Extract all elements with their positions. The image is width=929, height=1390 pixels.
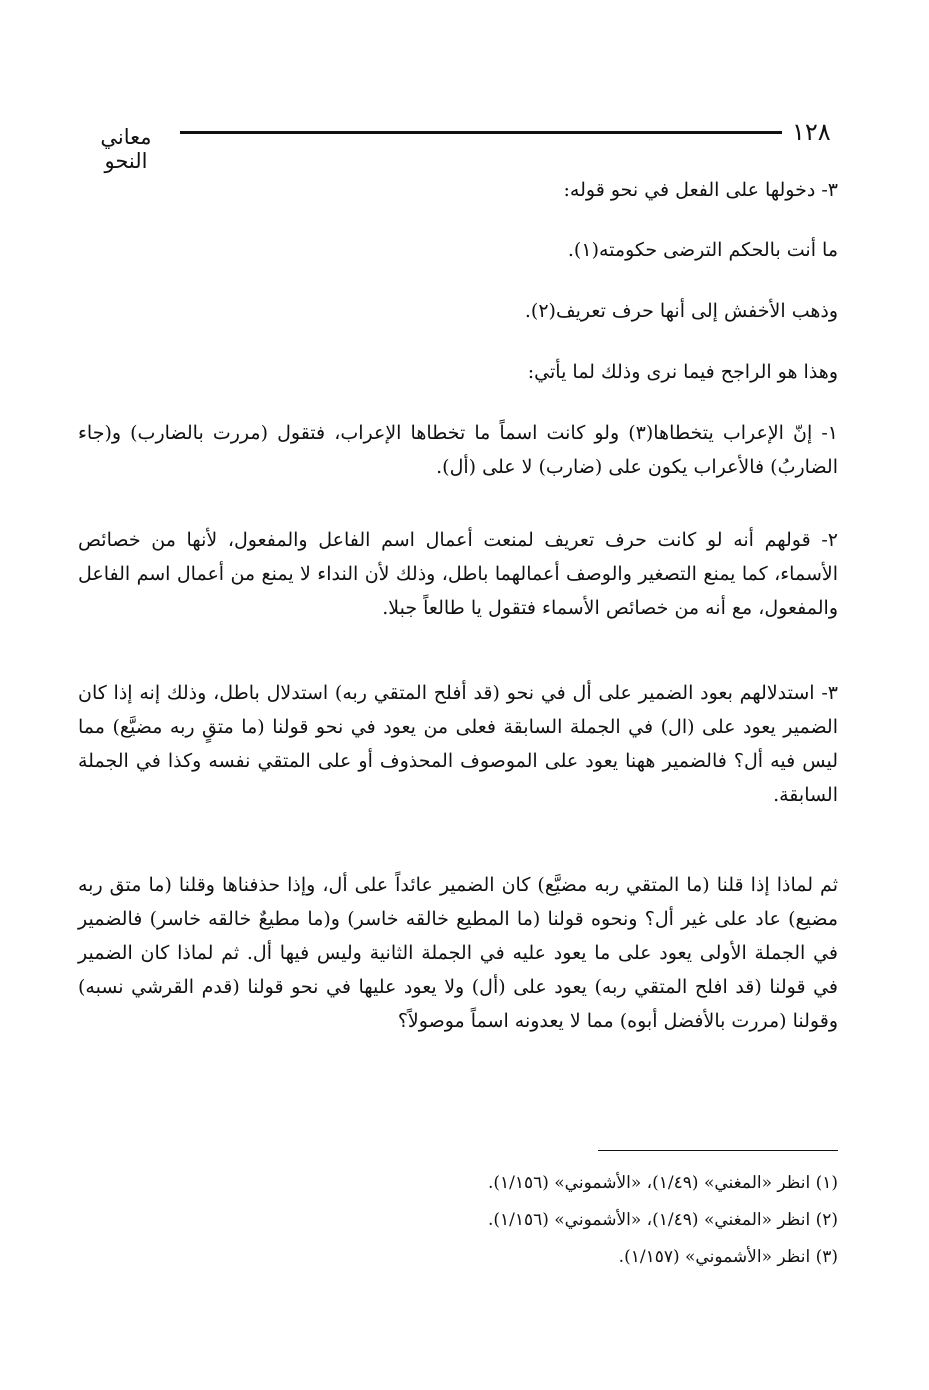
running-head-title: معاني النحو [100,125,152,173]
footnote-1: (١) انظر «المغني» (١/٤٩)، «الأشموني» (١/١٥٦). [487,1173,838,1193]
footnote-2: (٢) انظر «المغني» (١/٤٩)، «الأشموني» (١/١٥٦). [487,1210,838,1230]
paragraph-8: ثم لماذا إذا قلنا (ما المتقي ربه مضيَّع) كان الضمير عائداً على أل، وإذا حذفناها وقلنا (ما متق ربه مضيع) عاد على غير أل؟ ونحوه قولنا (ما المطيع خالقه خاسر) و(ما مطيعٌ خالقه خاسر) فالضمير في الجملة الأولى يعود على ما يعود عليه في الجملة الثانية وليس فيها أل. ثم لماذا كان الضمير في قولنا (قد افلح المتقي ربه) يعود على (أل) ولا يعود عليها في نحو قولنا (قدم القرشي نسبه) وقولنا (مررت بالأفضل أبوه) مما لا يعدونه اسماً موصولاً؟ [78,874,838,1032]
paragraph-7: ٣- استدلالهم بعود الضمير على أل في نحو (قد أفلح المتقي ربه) استدلال باطل، وذلك إنه إذا كان الضمير يعود على (ال) في الجملة السابقة فعلى من يعود في نحو قولنا (ما متقٍ ربه مضيَّع) مما ليس فيه أل؟ فالضمير ههنا يعود على الموصوف المحذوف أو على المتقي نفسه وكذا في الجملة السابقة. [78,682,838,806]
paragraph-3: وذهب الأخفش إلى أنها حرف تعريف(٢). [524,300,838,322]
paragraph-1: ٣- دخولها على الفعل في نحو قوله: [563,179,838,201]
page-number: ١٢٨ [792,118,831,146]
footnote-3: (٣) انظر «الأشموني» (١/١٥٧). [618,1247,838,1267]
paragraph-6: ٢- قولهم أنه لو كانت حرف تعريف لمنعت أعمال اسم الفاعل والمفعول، لأنها من خصائص الأسماء، كما يمنع التصغير والوصف أعمالهما باطل، وذلك لأن النداء لا يمنع من أعمال اسم الفاعل والمفعول، مع أنه من خصائص الأسماء فتقول يا طالعاً جبلا. [78,529,838,619]
paragraph-5: ١- إنّ الإعراب يتخطاها(٣) ولو كانت اسماً ما تخطاها الإعراب، فتقول (مررت بالضارب) و(جاء الضاربُ) فالأعراب يكون على (ضارب) لا على (أل). [78,422,838,478]
paragraph-2-verse: ما أنت بالحكم الترضى حكومته(١). [567,239,838,261]
paragraph-4: وهذا هو الراجح فيما نرى وذلك لما يأتي: [527,361,838,383]
footnote-rule [598,1150,838,1151]
header-rule [180,131,782,134]
